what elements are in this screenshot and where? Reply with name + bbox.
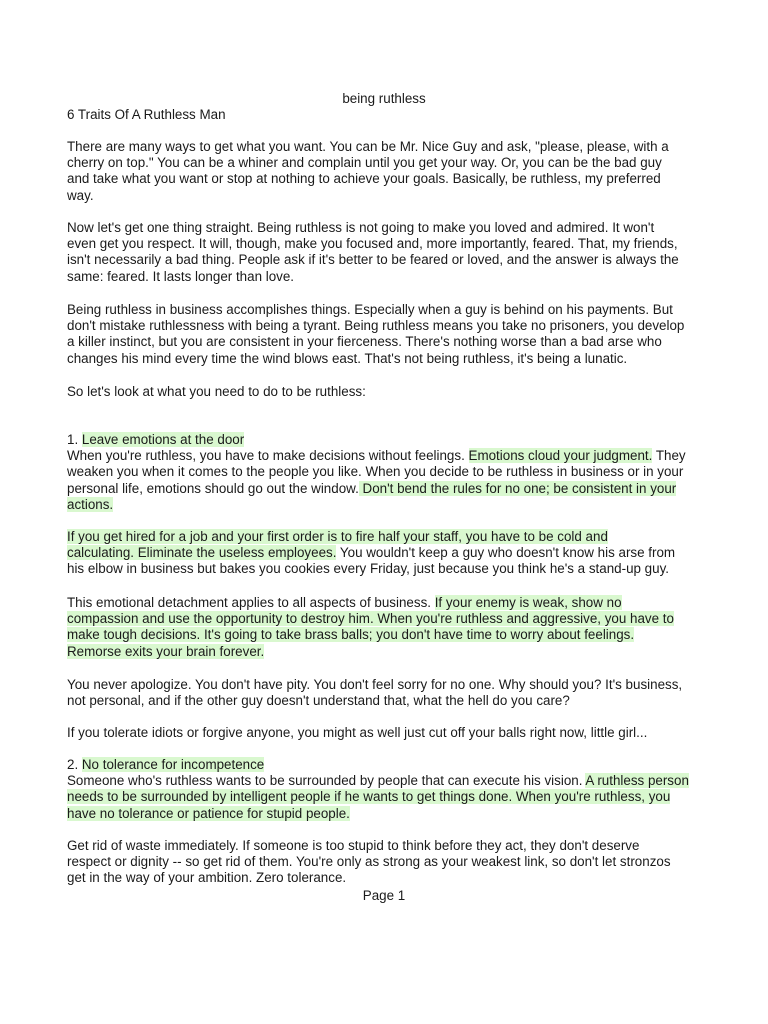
text-line: There are many ways to get what you want. You can be Mr. Nice Guy and ask, "please, please, with a (67, 139, 669, 154)
intro-paragraph-1 (67, 139, 707, 204)
intro-paragraph-2 (67, 220, 707, 285)
text-line (67, 806, 707, 822)
highlighted-text: If you get hired for a job and your first order is to fire half your staff, you have to be cold and (67, 529, 608, 544)
highlighted-text: Remorse exits your brain forever. (67, 643, 265, 659)
header-title: being ruthless (342, 91, 426, 106)
highlighted-text: actions. (67, 496, 114, 512)
text-run: This emotional detachment applies to all aspects of business. (67, 595, 435, 610)
highlighted-text: compassion and use the opportunity to destroy him. When you're ruthless and aggressive, you have to (67, 611, 674, 627)
trait-1-heading: Leave emotions at the door (81, 432, 245, 447)
text-line: isn't necessarily a bad thing. People ask if it's better to be feared or loved, and the answer is always the (67, 252, 679, 268)
text-line: get in the way of your ambition. Zero tolerance. (67, 870, 347, 886)
trait-1-section (67, 432, 707, 513)
text-line: even get you respect. It will, though, make you focused and, more importantly, feared. That, my friends, (67, 236, 678, 252)
trait-2-paragraph-2 (67, 838, 707, 887)
highlighted-text: Don't bend the rules for no one; be consistent in your (358, 480, 677, 496)
text-line: weaken you when it comes to the people you like. When you decide to be ruthless in business or in your (67, 464, 684, 480)
intro-paragraph-4 (67, 384, 707, 400)
trait-1-number: 1. (67, 432, 82, 447)
text-line (67, 644, 707, 660)
text-line (67, 595, 707, 611)
text-run: When you're ruthless, you have to make decisions without feelings. (67, 448, 469, 464)
trait-1-paragraph-3 (67, 595, 707, 660)
text-line (67, 448, 707, 464)
text-line (67, 529, 707, 545)
text-line (67, 789, 707, 805)
text-line: and take what you want or stop at nothing to achieve your goals. Basically, be ruthless, my preferred (67, 171, 661, 187)
text-line (67, 545, 707, 561)
highlighted-text: A ruthless person (585, 773, 689, 789)
text-line: cherry on top." You can be a whiner and complain until you get your way. Or, you can be the bad guy (67, 155, 662, 171)
intro-paragraph-3 (67, 302, 707, 367)
highlighted-text: make tough decisions. It's going to take brass balls; you don't have time to worry about feelings. (67, 627, 635, 643)
text-line: same: feared. It lasts longer than love. (67, 268, 295, 284)
text-line: a killer instinct, but you are consistent in your fierceness. There's nothing worse than a bad arse who (67, 334, 662, 350)
text-line: way. (67, 187, 94, 203)
text-line: Now let's get one thing straight. Being ruthless is not going to make you loved and admired. It won't (67, 220, 655, 235)
trait-1-heading-line (67, 432, 707, 448)
text-line: respect or dignity -- so get rid of them. You're only as strong as your weakest link, so don't let stronzos (67, 854, 671, 870)
page-number: Page 1 (362, 888, 406, 903)
text-line: If you tolerate idiots or forgive anyone, you might as well just cut off your balls right now, little girl... (67, 725, 648, 740)
highlighted-text: If your enemy is weak, show no (434, 595, 622, 610)
text-line: don't mistake ruthlessness with being a tyrant. Being ruthless means you take no prisoners, you develop (67, 318, 685, 334)
text-run: You wouldn't keep a guy who doesn't know his arse from (336, 545, 676, 561)
trait-1-paragraph-5 (67, 725, 707, 741)
highlighted-text: have no tolerance or patience for stupid people. (67, 805, 350, 821)
document-title: 6 Traits Of A Ruthless Man (67, 107, 226, 122)
text-run: Someone who's ruthless wants to be surrounded by people that can execute his vision. (67, 773, 586, 789)
text-line: You never apologize. You don't have pity. You don't feel sorry for no one. Why should you? It's business, (67, 677, 683, 692)
highlighted-text: needs to be surrounded by intelligent people if he wants to get things done. When you're ruthless, you (67, 789, 671, 805)
text-line: not personal, and if the other guy doesn't understand that, what the hell do you care? (67, 693, 570, 709)
trait-1-paragraph-2 (67, 529, 707, 578)
text-line (67, 627, 707, 643)
text-line: So let's look at what you need to do to be ruthless: (67, 384, 366, 399)
text-run: personal life, emotions should go out the window. (67, 480, 359, 496)
highlighted-text: calculating. Eliminate the useless employees. (67, 545, 337, 561)
text-line (67, 497, 707, 513)
trait-1-paragraph-4 (67, 677, 707, 709)
trait-2-heading: No tolerance for incompetence (81, 757, 265, 772)
trait-2-section (67, 757, 707, 822)
trait-2-heading-line (67, 757, 707, 773)
trait-2-number: 2. (67, 757, 82, 772)
text-run: They (652, 448, 686, 464)
text-line (67, 611, 707, 627)
text-line (67, 773, 707, 789)
text-line: Being ruthless in business accomplishes things. Especially when a guy is behind on his payments. But (67, 302, 673, 317)
text-line: Get rid of waste immediately. If someone is too stupid to think before they act, they don't deserve (67, 838, 640, 853)
text-line: changes his mind every time the wind blows east. That's not being ruthless, it's being a lunatic. (67, 350, 628, 366)
text-line (67, 481, 707, 497)
text-line: his elbow in business but bakes you cookies every Friday, just because you think he's a stand-up guy. (67, 561, 669, 577)
highlighted-text: Emotions cloud your judgment. (468, 448, 653, 464)
